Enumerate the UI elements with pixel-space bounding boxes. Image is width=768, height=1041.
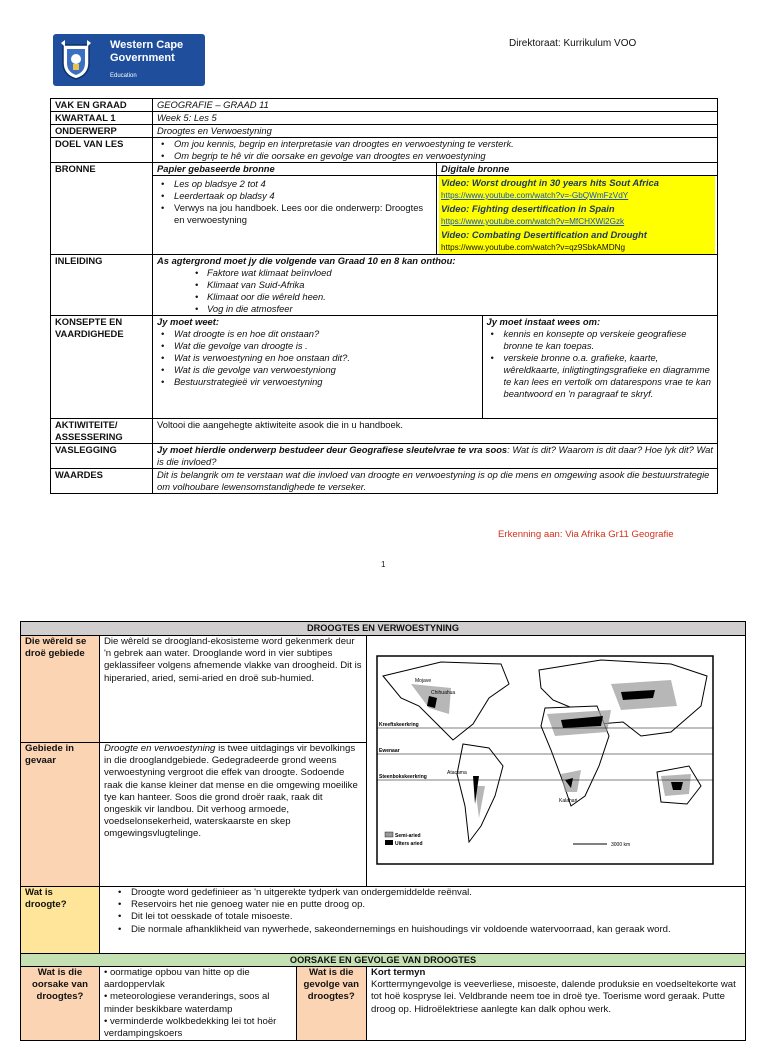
world-label: Die wêreld se droë gebiede bbox=[21, 636, 100, 743]
map-label-atacama: Atacama bbox=[447, 770, 467, 776]
map-label-chihuahua: Chihuahua bbox=[431, 690, 456, 696]
concepts-label-line: KONSEPTE EN bbox=[55, 316, 123, 327]
able-item: • kennis en konsepte op verskeie geografiese bronne te kan toepas. bbox=[487, 328, 714, 352]
directorate-label: Direktoraat: Kurrikulum VOO bbox=[509, 38, 637, 49]
concepts-row bbox=[51, 316, 718, 419]
intro-item: • Faktore wat klimaat beïnvloed bbox=[157, 267, 713, 279]
intro-heading: As agtergrond moet jy die volgende van Graad 10 en 8 kan onthou: bbox=[157, 255, 456, 266]
logo-line-3: Education bbox=[110, 73, 137, 79]
activities-label bbox=[51, 419, 153, 444]
paper-resource-item: • Leerdertaak op bladsy 4 bbox=[157, 190, 432, 202]
able-heading: Jy moet instaat wees om: bbox=[486, 316, 601, 327]
effects-label: Wat is die gevolge van droogtes? bbox=[296, 967, 366, 1041]
values-row bbox=[51, 469, 718, 494]
intro-label: INLEIDING bbox=[51, 255, 153, 316]
logo-line-1: Western Cape bbox=[110, 39, 184, 51]
causes-label: Wat is die oorsake van droogtes? bbox=[21, 967, 100, 1041]
logo-line-2: Government bbox=[110, 52, 175, 64]
cause-item: • oormatige opbou van hitte op die aardoppervlak bbox=[103, 967, 250, 991]
aim-item: • Om begrip te hê vir die oorsake en gevolge van droogtes en verwoestyning bbox=[157, 150, 713, 162]
paper-resources-heading: Papier gebaseerde bronne bbox=[153, 163, 437, 176]
legend-extreme-arid: Uiters aried bbox=[395, 841, 423, 847]
paper-resources-cell bbox=[153, 176, 437, 255]
paper-resource-item: • Les op bladsye 2 tot 4 bbox=[157, 178, 432, 190]
able-cell bbox=[482, 316, 717, 418]
resources-header-row bbox=[51, 163, 718, 176]
map-label-kalahari: Kalahari bbox=[559, 798, 578, 804]
map-label-equator: Ewenaar bbox=[379, 748, 400, 754]
term-value: Week 5: Les 5 bbox=[153, 112, 718, 125]
topic-row bbox=[51, 125, 718, 138]
drought-item: • Die normale afhanklikheid van nywerhede, sakeondernemings en huishoudings vir voldoende watervoorraad, kan geraak word. bbox=[114, 924, 741, 936]
effects-heading: Kort termyn bbox=[371, 967, 426, 978]
video-title: Video: Worst drought in 30 years hits Sout Africa bbox=[441, 177, 659, 188]
risk-text-rest: is twee uitdagings vir bevolkings in die drooglandgebiede. Gedegradeerde grond weens verwoestyning vergroot die effek van droogte. Sodoende raak die kanse kleiner dat mense en die omgewing moeilike tye kan hanteer. Soos die grond droër raak, raak dit ongeskik vir landbou. Dit verhoog armoede, voedselonsekerheid, waterskaarste en skep omgewingsvlugtelinge. bbox=[103, 743, 358, 840]
concepts-inner-table bbox=[153, 316, 717, 418]
term-row bbox=[51, 112, 718, 125]
digital-resources-heading: Digitale bronne bbox=[437, 163, 718, 176]
causes-cell bbox=[99, 967, 296, 1041]
intro-item: • Klimaat van Suid-Afrika bbox=[157, 279, 713, 291]
map-label-tropic-capricorn: Steenbokskeerkring bbox=[379, 774, 427, 780]
activities-value: Voltooi die aangehegte aktiwiteite asook die in u handboek. bbox=[153, 419, 718, 444]
dry-regions-world-map bbox=[371, 636, 741, 874]
legend-extreme-arid-swatch bbox=[385, 840, 393, 845]
section-title: DROOGTES EN VERWOESTYNING bbox=[21, 622, 746, 636]
page-number: 1 bbox=[381, 560, 386, 569]
world-text: Die wêreld se droogland-ekosisteme word gekenmerk deur 'n gebrek aan water. Drooglande word in vier subtipes geklassifeer volgens afnemende vlakke van droogheid. Dit is hiperaried, aried, semi-aried en droë sub-humied. bbox=[99, 636, 366, 743]
video-link[interactable]: https://www.youtube.com/watch?v=qz9SbkAMDNg bbox=[441, 243, 626, 252]
know-item: • Wat is verwoestyning en hoe onstaan dit?. bbox=[157, 352, 478, 364]
aim-row bbox=[51, 138, 718, 163]
intro-cell bbox=[153, 255, 718, 316]
aim-item: • Om jou kennis, begrip en interpretasie van droogtes en verwoestyning te versterk. bbox=[157, 138, 713, 150]
activities-row bbox=[51, 419, 718, 444]
causes-title: OORSAKE EN GEVOLGE VAN DROOGTES bbox=[21, 954, 746, 967]
video-title: Video: Combating Desertification and Drought bbox=[441, 229, 647, 240]
scale-label: 3000 km bbox=[611, 842, 631, 848]
aim-list-cell bbox=[153, 138, 718, 163]
cause-item: • meteorologiese veranderings, soos al minder beskikbare waterdamp bbox=[103, 991, 270, 1015]
subject-row bbox=[51, 99, 718, 112]
map-label-mojave: Mojave bbox=[415, 678, 432, 684]
concepts-label-line: VAARDIGHEDE bbox=[55, 328, 124, 339]
effects-text: Korttermyngevolge is veeverliese, misoeste, dalende produksie en voedseltekorte wat tot hoë kospryse lei. Veldbrande neem toe in droë tye. Toerisme word geraak. Putte droog op. Hidroëlektriese aanlegte kan dalk ophou werk. bbox=[371, 979, 736, 1015]
risk-text-italic: Droogte en verwoestyning bbox=[103, 743, 216, 754]
drought-item: • Dit lei tot oesskade of totale misoeste. bbox=[114, 911, 741, 923]
cause-item: • verminderde wolkbedekking lei tot hoër verdampingskoers bbox=[103, 1015, 277, 1040]
world-row bbox=[21, 636, 746, 743]
map-label-tropic-cancer: Kreeftskeerkring bbox=[379, 722, 419, 728]
consolidation-cell bbox=[153, 444, 718, 469]
intro-row bbox=[51, 255, 718, 316]
digital-resources-cell bbox=[437, 176, 718, 255]
activities-label-line: ASSESSERING bbox=[55, 431, 123, 442]
intro-item: • Vog in die atmosfeer bbox=[157, 303, 713, 315]
drought-row bbox=[21, 887, 746, 954]
lesson-plan-table bbox=[50, 98, 718, 494]
coat-of-arms-icon bbox=[59, 39, 93, 81]
causes-row bbox=[21, 967, 746, 1041]
map-cell bbox=[367, 636, 746, 887]
drought-info-table bbox=[20, 621, 746, 1041]
legend-semi-arid-swatch bbox=[385, 832, 393, 837]
values-value: Dit is belangrik om te verstaan wat die invloed van droogte en verwoestyning is op die mens en omgewing asook die bestuurstrategie om volhoubare lewensomstandighede te verseker. bbox=[153, 469, 718, 494]
paper-resource-item: • Verwys na jou handboek. Lees oor die onderwerp: Droogtes en verwoestyning bbox=[157, 202, 432, 226]
drought-cell bbox=[99, 887, 745, 954]
consolidation-rest: : Wat is dit? Waarom is dit daar? Hoe lyk dit? Wat is die invloed? bbox=[157, 444, 713, 467]
subject-label: VAK EN GRAAD bbox=[51, 99, 153, 112]
intro-item: • Klimaat oor die wêreld heen. bbox=[157, 291, 713, 303]
risk-text bbox=[99, 743, 366, 887]
risk-label: Gebiede in gevaar bbox=[21, 743, 100, 887]
know-item: • Bestuurstrategieë vir verwoestyning bbox=[157, 376, 478, 388]
know-item: • Wat die gevolge van droogte is . bbox=[157, 340, 478, 352]
video-link[interactable]: https://www.youtube.com/watch?v=-GbQWmFzVdY bbox=[441, 191, 629, 200]
values-label: WAARDES bbox=[51, 469, 153, 494]
know-heading: Jy moet weet: bbox=[157, 316, 219, 327]
able-item: • verskeie bronne o.a. grafieke, kaarte, wêreldkaarte, inligtingtingsgrafieke en diagramme te kan lees en vertolk om datarespons vrae te kan beantwoord en 'n paragraaf te skryf. bbox=[487, 352, 714, 400]
aim-label: DOEL VAN LES bbox=[51, 138, 153, 163]
drought-item: • Reservoirs het nie genoeg water nie en putte droog op. bbox=[114, 899, 741, 911]
consolidation-label: VASLEGGING bbox=[51, 444, 153, 469]
resources-label: BRONNE bbox=[51, 163, 153, 255]
term-label: KWARTAAL 1 bbox=[51, 112, 153, 125]
subject-value: GEOGRAFIE – GRAAD 11 bbox=[153, 99, 718, 112]
extreme-arid-region bbox=[671, 782, 683, 790]
concepts-label bbox=[51, 316, 153, 419]
video-title: Video: Fighting desertification in Spain bbox=[441, 203, 615, 214]
activities-label-line: AKTIWITEITE/ bbox=[55, 419, 118, 430]
know-item: • Wat is die gevolge van verwoestyniong bbox=[157, 364, 478, 376]
effects-cell bbox=[367, 967, 746, 1041]
know-item: • Wat droogte is en hoe dit onstaan? bbox=[157, 328, 478, 340]
drought-label: Wat is droogte? bbox=[21, 887, 100, 954]
consolidation-row bbox=[51, 444, 718, 469]
video-list bbox=[439, 176, 715, 254]
video-link[interactable]: https://www.youtube.com/watch?v=MfCHXWi2Gzk bbox=[441, 217, 625, 226]
drought-item: • Droogte word gedefinieer as 'n uitgerekte tydperk van ondergemiddelde reënval. bbox=[114, 887, 741, 899]
acknowledgement: Erkenning aan: Via Afrika Gr11 Geografie bbox=[498, 529, 674, 540]
topic-value: Droogtes en Verwoestyning bbox=[153, 125, 718, 138]
western-cape-logo bbox=[53, 34, 205, 86]
concepts-cell bbox=[153, 316, 718, 419]
know-cell bbox=[153, 316, 482, 418]
topic-label: ONDERWERP bbox=[51, 125, 153, 138]
consolidation-bold: Jy moet hierdie onderwerp bestudeer deur Geografiese sleutelvrae te vra soos bbox=[157, 444, 508, 455]
legend-semi-arid: Semi-aried bbox=[395, 833, 421, 839]
